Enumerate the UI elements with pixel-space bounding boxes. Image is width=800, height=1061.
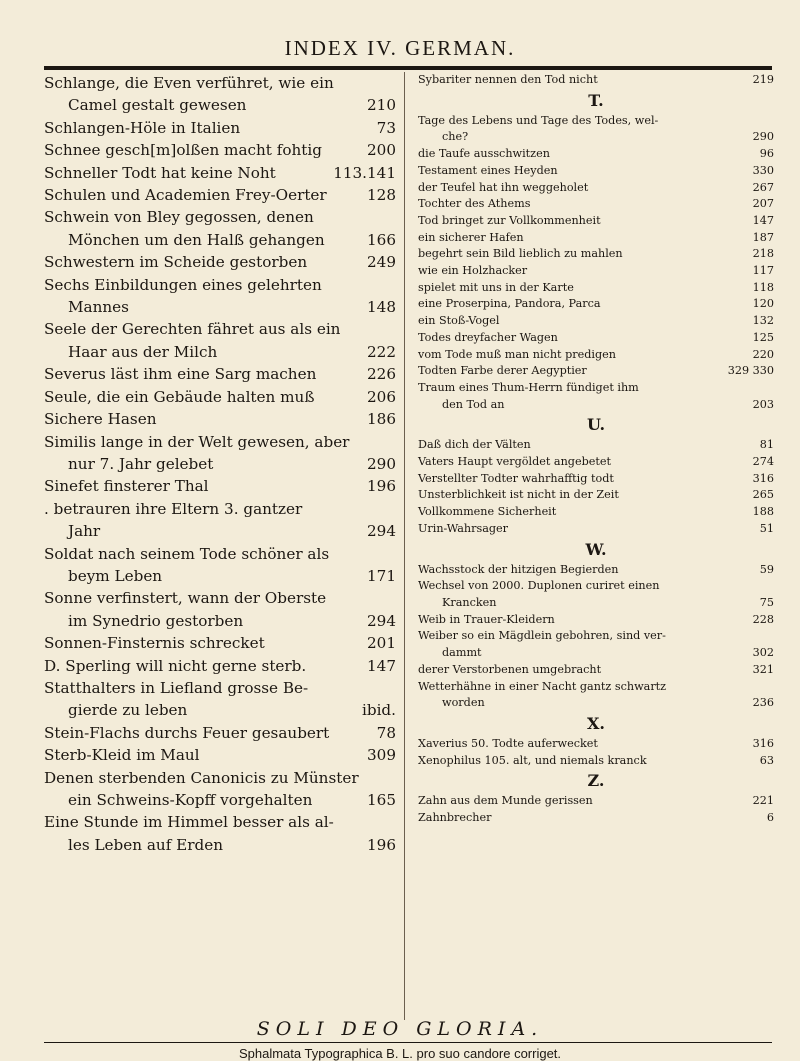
index-entry (418, 296, 774, 313)
index-entry (418, 753, 774, 770)
index-entry (44, 498, 396, 543)
index-entry (44, 587, 396, 632)
entry-text: der Teufel hat ihn weggeholet (418, 180, 589, 194)
entry-text: Testament eines Heyden (418, 163, 558, 177)
page-number: 220 (752, 347, 774, 361)
index-entry (418, 504, 774, 521)
index-entry (418, 263, 774, 280)
entry-text: Soldat nach seinem Tode schöner als (44, 544, 330, 563)
index-entry (44, 72, 396, 117)
entry-text: Similis lange in der Welt gewesen, aber (44, 432, 350, 451)
index-entry (44, 206, 396, 251)
page-number: ibid. (362, 701, 396, 720)
index-entry (418, 521, 774, 538)
entry-text: Sinefet finsterer Thal (44, 477, 209, 496)
entry-text: gierde zu leben (68, 701, 188, 720)
index-entry (44, 251, 396, 273)
entry-text: Jahr (68, 522, 101, 541)
entry-text: Sonnen-Finsternis schrecket (44, 634, 265, 653)
index-entry (44, 722, 396, 744)
page-number: 166 (367, 230, 396, 249)
page-number: 125 (752, 330, 774, 344)
index-entry (418, 146, 774, 163)
entry-text: wie ein Holzhacker (418, 264, 528, 278)
page-number: 316 (752, 736, 774, 750)
entry-text: Schlange, die Even verführet, wie ein (44, 74, 334, 92)
page-number: 78 (376, 723, 396, 742)
entry-text: . betrauren ihre Eltern 3. gantzer (44, 499, 303, 518)
column-divider (404, 72, 405, 1020)
entry-text: Vaters Haupt vergöldet angebetet (418, 455, 611, 469)
entry-text: Xenophilus 105. alt, und niemals kranck (418, 753, 647, 767)
page-number: 147 (367, 656, 396, 675)
index-entry (418, 246, 774, 263)
index-entry (418, 810, 774, 827)
entry-text: Mönchen um den Halß gehangen (68, 230, 325, 249)
entry-text: Todes dreyfacher Wagen (418, 330, 558, 344)
entry-text: im Synedrio gestorben (68, 611, 244, 630)
page-number: 290 (367, 454, 396, 473)
entry-text: Eine Stunde im Himmel besser als al- (44, 813, 334, 832)
page-number: 294 (367, 611, 396, 630)
page-number: 187 (752, 230, 774, 244)
index-entry (44, 744, 396, 766)
page-number: 330 (752, 163, 774, 177)
entry-text: D. Sperling will nicht gerne sterb. (44, 656, 307, 675)
entry-text: Schneller Todt hat keine Noht (44, 163, 276, 182)
index-entry (418, 736, 774, 753)
entry-text: Verstellter Todter wahrhafftig todt (418, 471, 614, 485)
page-number: 236 (752, 696, 774, 710)
index-entry (418, 380, 774, 413)
index-entry (44, 117, 396, 139)
page-number: 120 (752, 297, 774, 311)
entry-text: Sonne verfinstert, wann der Oberste (44, 589, 327, 608)
entry-text: begehrt sein Bild lieblich zu mahlen (418, 247, 623, 261)
page-number: 316 (752, 471, 774, 485)
index-entry (44, 274, 396, 319)
index-entry (418, 347, 774, 364)
entry-text: Weib in Trauer-Kleidern (418, 612, 555, 626)
index-entry (418, 180, 774, 197)
page-number: 309 (367, 746, 396, 765)
sphalmata-note: Sphalmata Typographica B. L. pro suo candore corriget. (238, 1046, 562, 1061)
page-number: 210 (367, 96, 396, 115)
page-number: 75 (759, 595, 774, 609)
index-entry (44, 543, 396, 588)
entry-text: Haar aus der Milch (68, 342, 218, 361)
page-number: 147 (752, 213, 774, 227)
entry-text: Weiber so ein Mägdlein gebohren, sind ver- (418, 629, 666, 643)
entry-text: Mannes (68, 298, 129, 317)
page-number: 207 (752, 197, 774, 211)
page-number: 249 (367, 253, 396, 272)
index-entry (44, 431, 396, 476)
index-entry (44, 655, 396, 677)
page-number: 118 (752, 280, 774, 294)
entry-text: Sterb-Kleid im Maul (44, 746, 200, 765)
section-letter: U. (586, 415, 606, 435)
soli-deo-gloria: SOLI DEO GLORIA. (256, 1018, 544, 1040)
entry-text: die Taufe ausschwitzen (418, 147, 550, 161)
entry-text: den Tod an (442, 397, 505, 411)
page-number: 196 (367, 835, 396, 854)
entry-text: Schlangen-Höle in Italien (44, 118, 241, 137)
entry-text: Zahnbrecher (418, 811, 492, 825)
entry-text: Tochter des Athems (418, 197, 531, 211)
entry-text: Traum eines Thum-Herrn fündiget ihm (418, 380, 639, 394)
index-entry (418, 113, 774, 146)
entry-text: dammt (442, 646, 482, 660)
entry-text: nur 7. Jahr gelebet (68, 454, 214, 473)
entry-text: derer Verstorbenen umgebracht (418, 662, 602, 676)
entry-text: Wetterhähne in einer Nacht gantz schwartz (418, 679, 667, 693)
entry-text: Denen sterbenden Canonicis zu Münster (44, 768, 359, 787)
entry-text: Severus läst ihm eine Sarg machen (44, 365, 317, 384)
page-number: 96 (759, 147, 774, 161)
index-entry (44, 632, 396, 654)
index-entry (44, 363, 396, 385)
index-entry (418, 163, 774, 180)
index-entry (44, 318, 396, 363)
index-entry (418, 679, 774, 712)
page-number: 171 (367, 566, 396, 585)
entry-text: Statthalters in Liefland grosse Be- (44, 678, 309, 697)
page-number: 128 (367, 186, 396, 205)
page-number: 148 (367, 298, 396, 317)
index-entry (44, 811, 396, 856)
entry-text: vom Tode muß man nicht predigen (418, 347, 616, 361)
entry-text: Xaverius 50. Todte auferwecket (418, 736, 598, 750)
entry-text: Seule, die ein Gebäude halten muß (44, 387, 315, 406)
page-number: 117 (752, 264, 774, 278)
entry-text: Zahn aus dem Munde gerissen (418, 794, 593, 808)
page-number: 265 (752, 488, 774, 502)
index-entry (418, 562, 774, 579)
index-entry (44, 475, 396, 497)
entry-text: Sichere Hasen (44, 410, 157, 429)
entry-text: Seele der Gerechten fähret aus als ein (44, 320, 341, 339)
index-entry (418, 196, 774, 213)
entry-text: Stein-Flachs durchs Feuer gesaubert (44, 723, 330, 742)
page-number: 6 (766, 811, 774, 825)
index-entry (44, 162, 396, 184)
section-letter: Z. (587, 771, 605, 791)
right-column (418, 72, 774, 827)
page-number: 201 (367, 634, 396, 653)
entry-text: spielet mit uns in der Karte (418, 280, 574, 294)
entry-text: Schwestern im Scheide gestorben (44, 253, 308, 272)
entry-text: che? (442, 130, 469, 144)
page-number: 186 (367, 410, 396, 429)
page-number: 228 (752, 612, 774, 626)
index-entry (418, 313, 774, 330)
entry-text: Tage des Lebens und Tage des Todes, wel- (418, 113, 659, 127)
index-entry (418, 578, 774, 611)
index-entry (418, 437, 774, 454)
entry-text: Tod bringet zur Vollkommenheit (418, 213, 601, 227)
section-letter: X. (587, 713, 605, 733)
entry-text: Todten Farbe derer Aegyptier (418, 364, 587, 378)
page-number: 302 (752, 646, 774, 660)
entry-text: Krancken (442, 595, 497, 609)
entry-text: ein Schweins-Kopff vorgehalten (68, 791, 313, 809)
index-entry (44, 386, 396, 408)
index-entry (418, 454, 774, 471)
index-entry (418, 471, 774, 488)
entry-text: Schulen und Academien Frey-Oerter (44, 186, 327, 205)
page-number: 206 (367, 387, 396, 406)
entry-text: eine Proserpina, Pandora, Parca (418, 297, 601, 311)
page-number: 329 330 (727, 364, 774, 378)
page-number: 51 (759, 521, 774, 535)
page-number: 321 (752, 662, 774, 676)
index-entry (418, 213, 774, 230)
index-entry (418, 280, 774, 297)
entry-text: Unsterblichkeit ist nicht in der Zeit (418, 488, 619, 502)
entry-text: Schwein von Bley gegossen, denen (44, 208, 314, 227)
index-entry (44, 408, 396, 430)
entry-text: Sybariter nennen den Tod nicht (418, 73, 598, 86)
index-entry (418, 628, 774, 661)
page-number: 294 (367, 522, 396, 541)
page-number: 290 (752, 130, 774, 144)
page-number: 274 (752, 455, 774, 469)
index-entry (418, 793, 774, 810)
footer-rule (44, 1042, 772, 1043)
page-number: 267 (752, 180, 774, 194)
page-number: 196 (367, 477, 396, 496)
entry-text: Schnee gesch[m]olßen macht fohtig (44, 141, 322, 160)
page-number: 200 (367, 141, 396, 160)
page-number: 221 (752, 794, 774, 808)
index-entry (44, 184, 396, 206)
section-letter: T. (588, 90, 604, 110)
page-number: 188 (752, 505, 774, 519)
left-column (44, 72, 396, 856)
page-number: 63 (759, 753, 774, 767)
index-entry (418, 72, 774, 89)
entry-text: Daß dich der Välten (418, 438, 531, 452)
page-header: INDEX IV. GERMAN. (284, 36, 516, 60)
page-number: 59 (759, 562, 774, 576)
entry-text: Wechsel von 2000. Duplonen curiret einen (418, 579, 660, 593)
entry-text: Camel gestalt gewesen (68, 96, 247, 115)
page-number: 132 (752, 314, 774, 328)
entry-text: les Leben auf Erden (68, 835, 223, 854)
page-number: 218 (752, 247, 774, 261)
entry-text: Wachsstock der hitzigen Begierden (418, 562, 619, 576)
index-entry (418, 612, 774, 629)
entry-text: ein Stoß-Vogel (418, 314, 500, 328)
entry-text: Vollkommene Sicherheit (418, 505, 557, 519)
index-entry (418, 487, 774, 504)
index-entry (418, 363, 774, 380)
index-entry (418, 662, 774, 679)
entry-text: Urin-Wahrsager (418, 521, 509, 535)
index-entry (418, 230, 774, 247)
page-number: 203 (752, 397, 774, 411)
entry-text: Sechs Einbildungen eines gelehrten (44, 275, 322, 294)
header-rule (44, 66, 772, 70)
entry-text: beym Leben (68, 566, 163, 585)
page-number: 222 (367, 342, 396, 361)
section-letter: W. (585, 539, 607, 559)
index-entry (44, 139, 396, 161)
page-number: 81 (759, 438, 774, 452)
index-entry (44, 677, 396, 722)
page-number: 219 (752, 73, 774, 86)
index-entry (418, 330, 774, 347)
page-number: 113.141 (333, 163, 396, 182)
index-entry (44, 767, 396, 812)
entry-text: ein sicherer Hafen (418, 230, 524, 244)
entry-text: worden (442, 696, 485, 710)
page-number: 73 (376, 118, 396, 137)
page-number: 226 (367, 365, 396, 384)
page-number: 165 (367, 791, 396, 809)
